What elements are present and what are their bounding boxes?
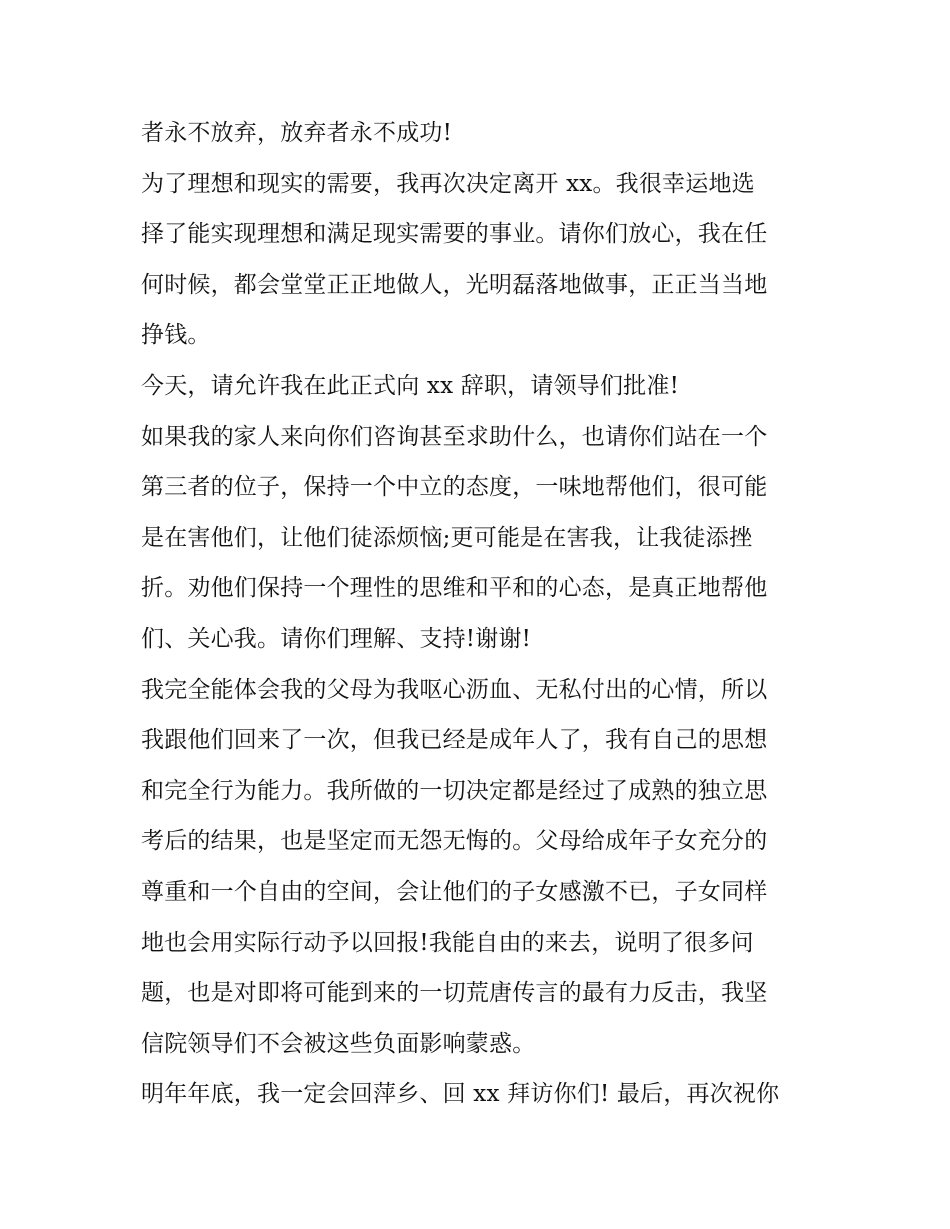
text-line: 和完全行为能力。我所做的一切决定都是经过了成熟的独立思 [141,777,768,804]
text-line: 我完全能体会我的父母为我呕心沥血、无私付出的心情，所以 [141,676,768,703]
text-line: 挣钱。 [141,322,211,349]
text-line: 地也会用实际行动予以回报!我能自由的来去，说明了很多问 [141,929,754,956]
text-line: 择了能实现理想和满足现实需要的事业。请你们放心，我在任 [141,221,768,248]
text-line: 题，也是对即将可能到来的一切荒唐传言的最有力反击，我坚 [141,980,768,1007]
text-line: 折。劝他们保持一个理性的思维和平和的心态，是真正地帮他 [141,575,768,602]
text-line: 尊重和一个自由的空间，会让他们的子女感激不已，子女同样 [141,878,768,905]
text-line: 何时候，都会堂堂正正地做人，光明磊落地做事，正正当当地 [141,271,768,298]
text-line: 们、关心我。请你们理解、支持!谢谢! [141,625,532,652]
text-line: 考后的结果，也是坚定而无怨无悔的。父母给成年子女充分的 [141,828,768,855]
text-line: 信院领导们不会被这些负面影响蒙惑。 [141,1030,536,1057]
text-line: 今天，请允许我在此正式向 xx 辞职，请领导们批准! [141,372,680,399]
document-body [141,108,816,1120]
text-line: 如果我的家人来向你们咨询甚至求助什么，也请你们站在一个 [141,423,768,450]
text-line: 是在害他们，让他们徒添烦恼;更可能是在害我，让我徒添挫 [141,524,753,551]
text-line: 明年年底，我一定会回萍乡、回 xx 拜访你们! 最后，再次祝你 [141,1081,780,1108]
text-line: 为了理想和现实的需要，我再次决定离开 xx。我很幸运地选 [141,170,755,197]
text-line: 我跟他们回来了一次，但我已经是成年人了，我有自己的思想 [141,727,768,754]
text-line: 者永不放弃，放弃者永不成功! [141,120,453,146]
text-line: 第三者的位子，保持一个中立的态度，一味地帮他们，很可能 [141,474,768,501]
